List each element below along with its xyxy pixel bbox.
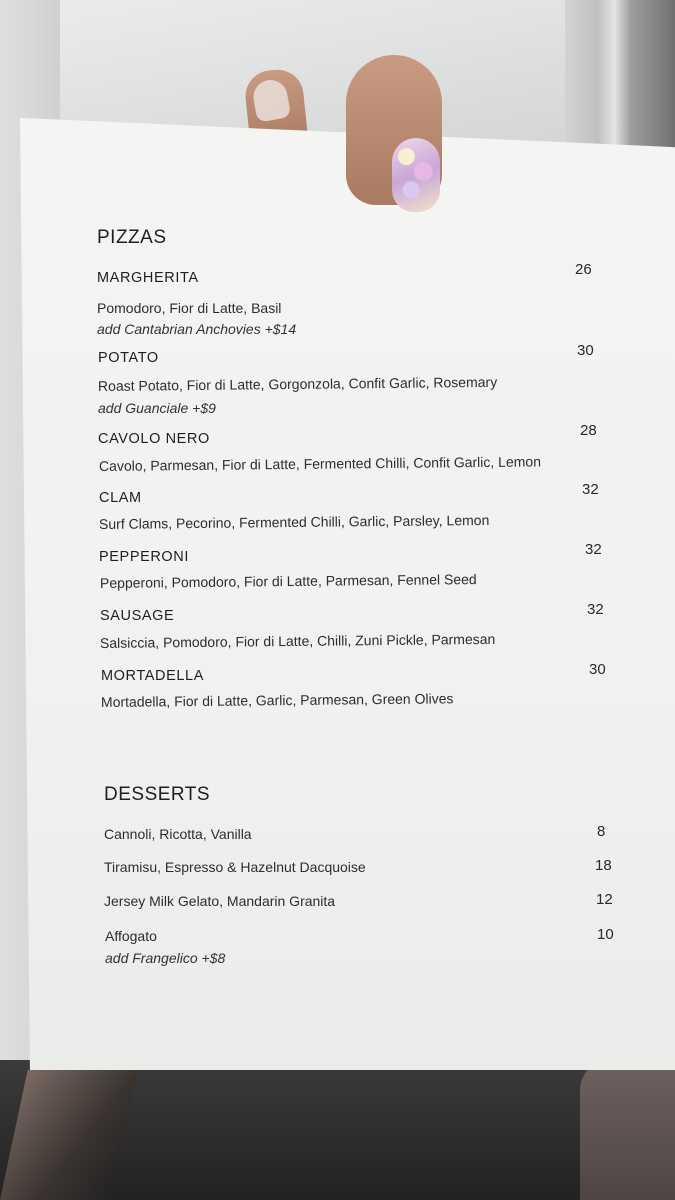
dessert-desc-tiramisu: Tiramisu, Espresso & Hazelnut Dacquoise bbox=[104, 859, 366, 875]
dessert-desc-cannoli: Cannoli, Ricotta, Vanilla bbox=[104, 826, 252, 842]
dessert-price-tiramisu: 18 bbox=[595, 857, 612, 874]
pizza-price-potato: 30 bbox=[577, 342, 594, 359]
pizza-name-cavolo-nero: CAVOLO NERO bbox=[98, 431, 210, 447]
pizza-desc-clam: Surf Clams, Pecorino, Fermented Chilli, Garlic, Parsley, Lemon bbox=[98, 511, 490, 532]
pizza-price-clam: 32 bbox=[582, 481, 599, 498]
pizza-addon-margherita: add Cantabrian Anchovies +$14 bbox=[97, 321, 297, 337]
pizza-desc-cavolo-nero: Cavolo, Parmesan, Fior di Latte, Fermented Chilli, Confit Garlic, Lemon bbox=[98, 453, 542, 474]
pizza-name-potato: POTATO bbox=[98, 350, 159, 366]
pizza-desc-margherita: Pomodoro, Fior di Latte, Basil bbox=[97, 300, 282, 316]
dessert-price-gelato: 12 bbox=[596, 891, 613, 908]
pizza-name-mortadella: MORTADELLA bbox=[101, 668, 204, 684]
pizza-price-margherita: 26 bbox=[575, 261, 592, 278]
desserts-heading: DESSERTS bbox=[104, 784, 211, 805]
pizza-price-cavolo-nero: 28 bbox=[580, 422, 597, 439]
pizza-desc-mortadella: Mortadella, Fior di Latte, Garlic, Parmesan, Green Olives bbox=[100, 690, 454, 710]
dessert-price-cannoli: 8 bbox=[597, 823, 606, 840]
pizza-price-mortadella: 30 bbox=[589, 661, 606, 678]
dessert-desc-gelato: Jersey Milk Gelato, Mandarin Granita bbox=[104, 893, 336, 909]
pizza-desc-potato: Roast Potato, Fior di Latte, Gorgonzola, Confit Garlic, Rosemary bbox=[97, 373, 498, 394]
pizza-name-margherita: MARGHERITA bbox=[97, 270, 199, 286]
pizza-name-pepperoni: PEPPERONI bbox=[99, 549, 190, 565]
pizza-name-clam: CLAM bbox=[99, 490, 142, 506]
pizza-price-sausage: 32 bbox=[587, 601, 604, 618]
dessert-addon-affogato: add Frangelico +$8 bbox=[105, 950, 226, 966]
pizzas-heading: PIZZAS bbox=[97, 227, 167, 248]
pizza-desc-pepperoni: Pepperoni, Pomodoro, Fior di Latte, Parmesan, Fennel Seed bbox=[99, 571, 477, 591]
dessert-price-affogato: 10 bbox=[597, 926, 614, 943]
pizza-desc-sausage: Salsiccia, Pomodoro, Fior di Latte, Chilli, Zuni Pickle, Parmesan bbox=[99, 630, 496, 651]
pizza-addon-potato: add Guanciale +$9 bbox=[98, 400, 216, 416]
pizza-name-sausage: SAUSAGE bbox=[100, 608, 175, 624]
pizza-price-pepperoni: 32 bbox=[585, 541, 602, 558]
dessert-desc-affogato: Affogato bbox=[105, 928, 157, 944]
